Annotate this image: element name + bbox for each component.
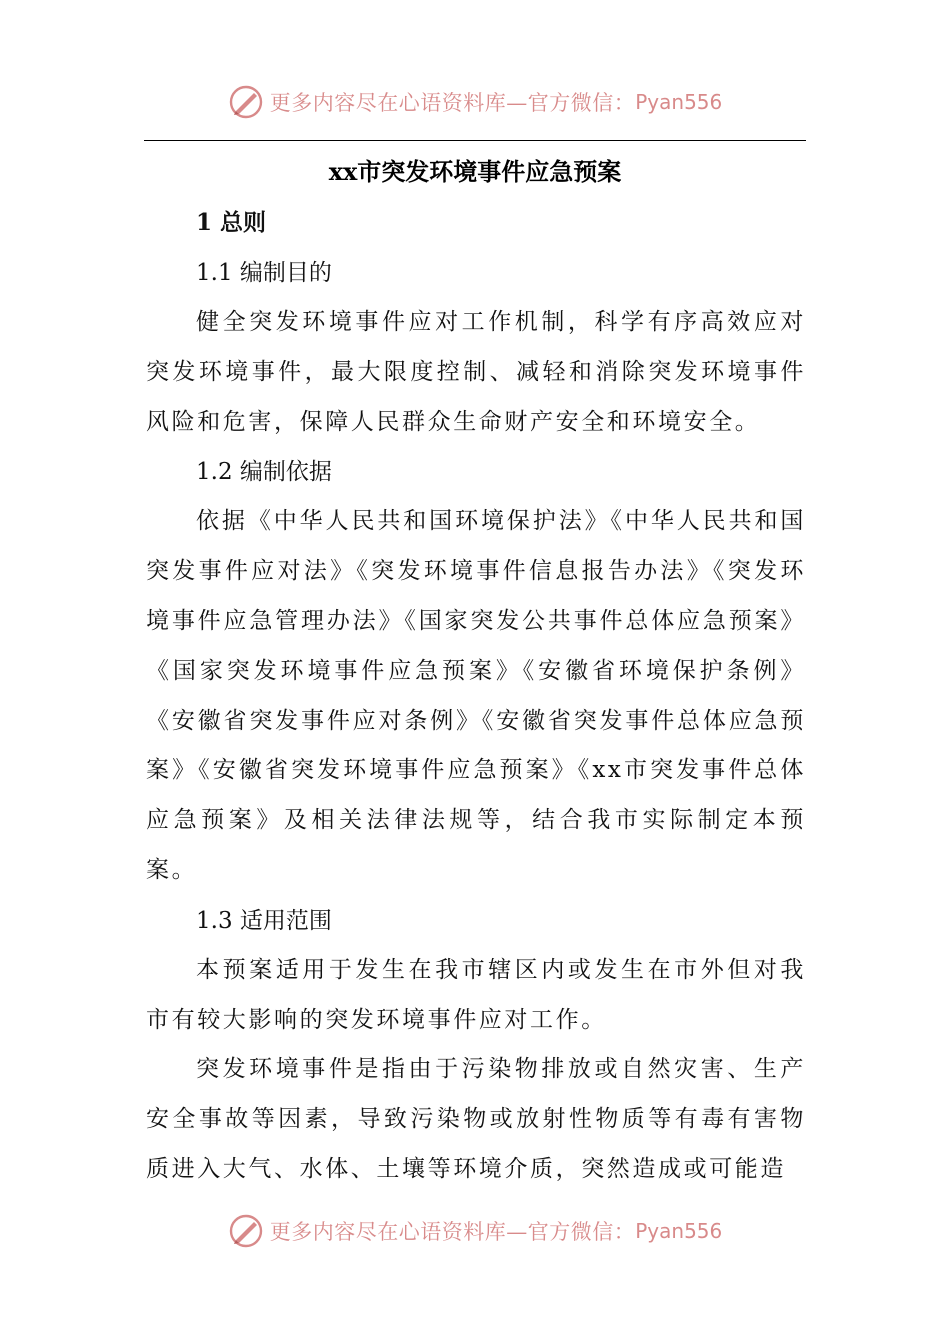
section-heading-basis: 1.2 编制依据 xyxy=(196,459,332,486)
banner-wechat-id: Pyan556 xyxy=(635,90,723,114)
paragraph-basis: 依据《中华人民共和国环境保护法》《中华人民共和国突发事件应对法》《突发环境事件信息报告办法》《突发环境事件应急管理办法》《国家突发公共事件总体应急预案》《国家突发环境事件应急预案》《安徽省环境保护条例》《安徽省突发事件应对条例》《安徽省突发事件总体应急预案》《安徽省突发环境事件应急预案》《xx市突发事件总体应急预案》及相关法律法规等，结合我市实际制定本预案。 xyxy=(146,508,806,883)
document-body xyxy=(146,198,806,1195)
paragraph-scope: 本预案适用于发生在我市辖区内或发生在市外但对我市有较大影响的突发环境事件应对工作。 xyxy=(146,956,806,1033)
section-heading-general: 1 总则 xyxy=(196,209,267,236)
footer-watermark-banner xyxy=(0,1209,950,1253)
section-heading-purpose: 1.1 编制目的 xyxy=(196,260,332,286)
banner-text: 更多内容尽在心语资料库—官方微信： xyxy=(269,91,636,115)
banner-text: 更多内容尽在心语资料库—官方微信： xyxy=(269,1220,636,1244)
pen-logo-icon xyxy=(228,84,264,120)
header-watermark-banner xyxy=(0,80,950,124)
paragraph-purpose: 健全突发环境事件应对工作机制，科学有序高效应对突发环境事件，最大限度控制、减轻和消除突发环境事件风险和危害，保障人民群众生命财产安全和环境安全。 xyxy=(146,309,806,435)
pen-logo-icon xyxy=(228,1213,264,1249)
document-title: xx市突发环境事件应急预案 xyxy=(328,157,622,186)
section-heading-scope: 1.3 适用范围 xyxy=(196,907,332,934)
paragraph-definition: 突发环境事件是指由于污染物排放或自然灾害、生产安全事故等因素，导致污染物或放射性物质等有毒有害物质进入大气、水体、土壤等环境介质，突然造成或可能造 xyxy=(146,1056,806,1182)
banner-wechat-id: Pyan556 xyxy=(635,1219,723,1243)
header-divider xyxy=(144,140,806,141)
